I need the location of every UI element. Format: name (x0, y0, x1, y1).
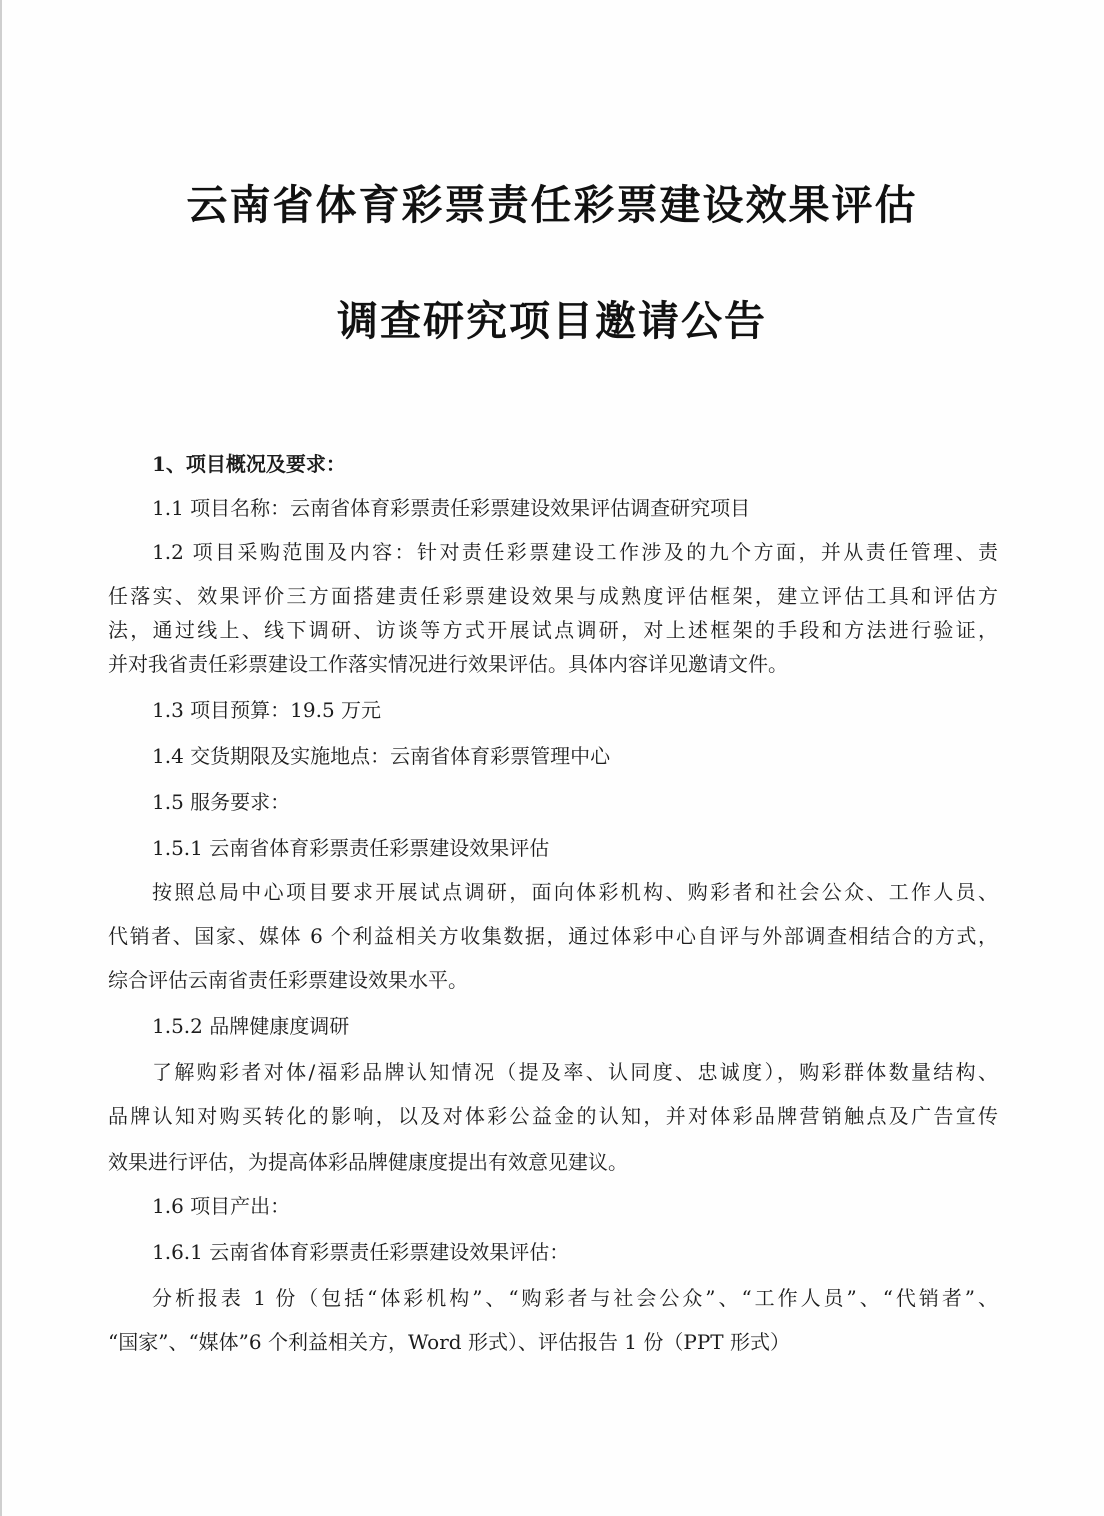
section-heading: 1、项目概况及要求： (152, 452, 346, 476)
item-1-2-line-4: 并对我省责任彩票建设工作落实情况进行效果评估。具体内容详见邀请文件。 (108, 652, 788, 676)
item-1-5-1-line-1 (152, 876, 998, 905)
item-1-5-2-line-1-text: 了解购彩者对体/福彩品牌认知情况（提及率、认同度、忠诚度），购彩群体数量结构、 (152, 1060, 998, 1084)
item-1-6-1-heading: 1.6.1 云南省体育彩票责任彩票建设效果评估： (152, 1240, 570, 1264)
item-1-5-2-line-3: 效果进行评估，为提高体彩品牌健康度提出有效意见建议。 (108, 1150, 628, 1174)
item-1-5-1-line-2-text: 代销者、国家、媒体 6 个利益相关方收集数据，通过体彩中心自评与外部调查相结合的方式， (108, 924, 998, 948)
item-1-3: 1.3 项目预算：19.5 万元 (152, 698, 382, 722)
item-1-6: 1.6 项目产出： (152, 1194, 291, 1218)
item-1-2-line-2 (108, 580, 998, 609)
document-title-line-1: 云南省体育彩票责任彩票建设效果评估 (186, 181, 918, 229)
item-1-6-1-line-2: “国家”、“媒体”6 个利益相关方，Word 形式）、评估报告 1 份（PPT 形式） (108, 1330, 790, 1354)
item-1-5: 1.5 服务要求： (152, 790, 291, 814)
item-1-2-line-2-text: 任落实、效果评价三方面搭建责任彩票建设效果与成熟度评估框架，建立评估工具和评估方 (108, 584, 998, 608)
item-1-5-1-heading: 1.5.1 云南省体育彩票责任彩票建设效果评估 (152, 836, 550, 860)
item-1-5-1-line-1-text: 按照总局中心项目要求开展试点调研，面向体彩机构、购彩者和社会公众、工作人员、 (152, 880, 998, 904)
item-1-5-2-line-2-text: 品牌认知对购买转化的影响，以及对体彩公益金的认知，并对体彩品牌营销触点及广告宣传 (108, 1104, 998, 1128)
item-1-1: 1.1 项目名称：云南省体育彩票责任彩票建设效果评估调查研究项目 (152, 496, 751, 520)
item-1-2-line-1 (152, 536, 998, 565)
item-1-5-2-line-1 (152, 1056, 998, 1085)
item-1-2-line-3 (108, 614, 998, 643)
item-1-6-1-line-1-text: 分析报表 1 份（包括“体彩机构”、“购彩者与社会公众”、“工作人员”、“代销者”、 (152, 1286, 998, 1310)
item-1-4: 1.4 交货期限及实施地点：云南省体育彩票管理中心 (152, 744, 611, 768)
item-1-5-1-line-3: 综合评估云南省责任彩票建设效果水平。 (108, 968, 468, 992)
item-1-5-2-line-2 (108, 1100, 998, 1129)
item-1-2-line-3-text: 法，通过线上、线下调研、访谈等方式开展试点调研，对上述框架的手段和方法进行验证， (108, 618, 998, 642)
item-1-5-1-line-2 (108, 920, 998, 949)
item-1-5-2-heading: 1.5.2 品牌健康度调研 (152, 1014, 350, 1038)
item-1-2-line-1-text: 1.2 项目采购范围及内容：针对责任彩票建设工作涉及的九个方面，并从责任管理、责 (152, 540, 998, 564)
item-1-6-1-line-1 (152, 1282, 998, 1311)
document-title-line-2: 调查研究项目邀请公告 (337, 297, 767, 345)
